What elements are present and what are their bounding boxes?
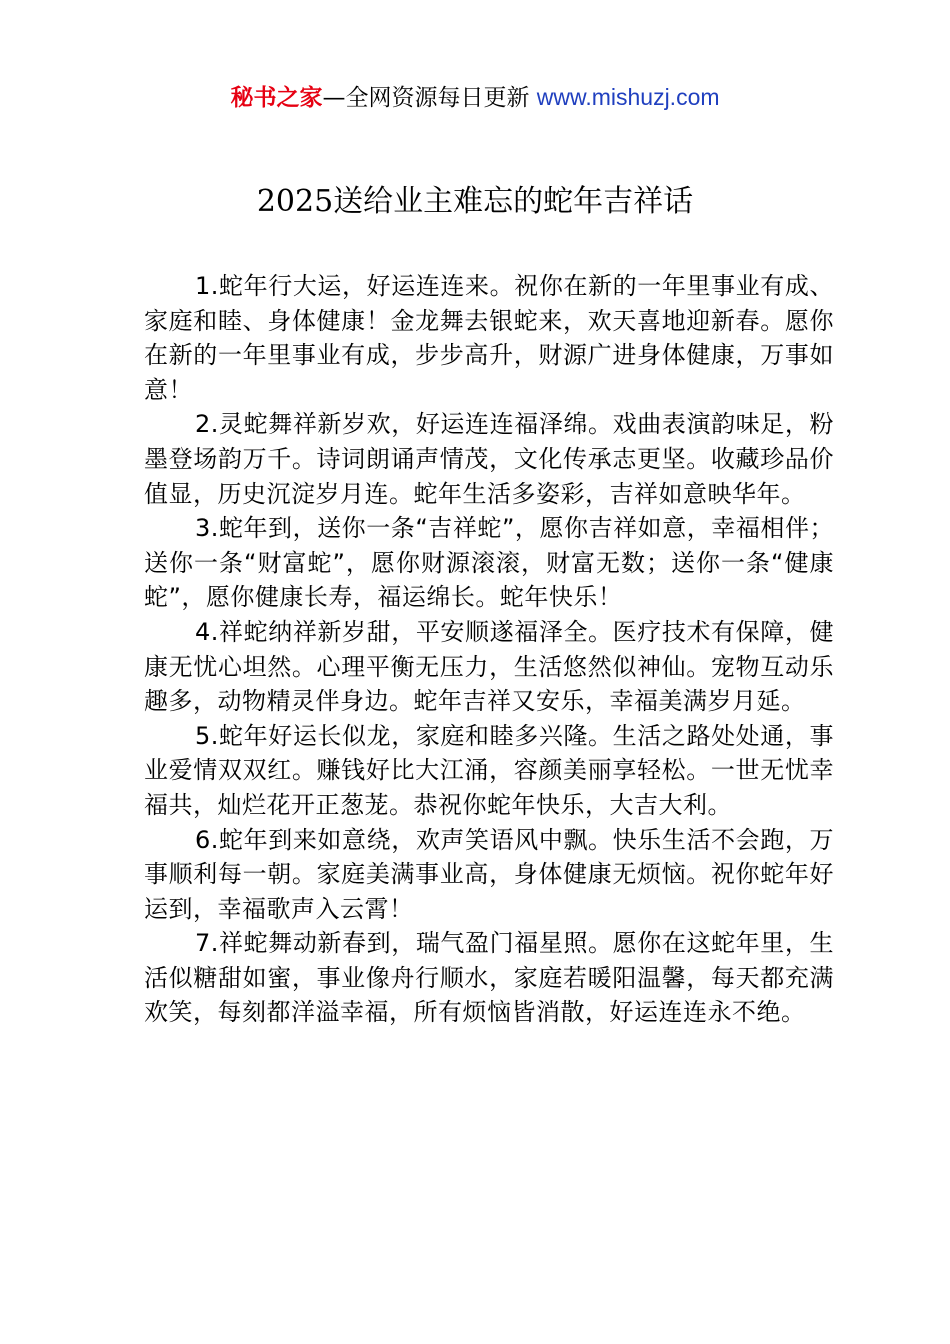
site-url-link[interactable]: www.mishuzj.com xyxy=(536,84,720,110)
paragraph: 3.蛇年到，送你一条“吉祥蛇”，愿你吉祥如意，幸福相伴；送你一条“财富蛇”，愿你财源滚滚，财富无数；送你一条“健康蛇”，愿你健康长寿，福运绵长。蛇年快乐！ xyxy=(144,514,834,612)
document-title: 2025送给业主难忘的蛇年吉祥话 xyxy=(256,184,694,219)
paragraph: 4.祥蛇纳祥新岁甜，平安顺遂福泽全。医疗技术有保障，健康无忧心坦然。心理平衡无压力，生活悠然似神仙。宠物互动乐趣多，动物精灵伴身边。蛇年吉祥又安乐，幸福美满岁月延。 xyxy=(144,617,834,716)
paragraph: 6.蛇年到来如意绕，欢声笑语风中飘。快乐生活不会跑，万事顺利每一朝。家庭美满事业高，身体健康无烦恼。祝你蛇年好运到，幸福歌声入云霄！ xyxy=(144,825,834,923)
paragraph: 5.蛇年好运长似龙，家庭和睦多兴隆。生活之路处处通，事业爱情双双红。赚钱好比大江涌，容颜美丽享轻松。一世无忧幸福共，灿烂花开正葱茏。恭祝你蛇年快乐，大吉大利。 xyxy=(144,721,834,819)
paragraph: 7.祥蛇舞动新春到，瑞气盈门福星照。愿你在这蛇年里，生活似糖甜如蜜，事业像舟行顺水，家庭若暖阳温馨，每天都充满欢笑，每刻都洋溢幸福，所有烦恼皆消散，好运连连永不绝。 xyxy=(144,929,834,1027)
paragraph: 1.蛇年行大运，好运连连来。祝你在新的一年里事业有成、家庭和睦、身体健康！金龙舞去银蛇来，欢天喜地迎新春。愿你在新的一年里事业有成，步步高升，财源广进身体健康，万事如意！ xyxy=(144,272,834,404)
header-tagline: —全网资源每日更新 xyxy=(322,85,530,111)
site-header xyxy=(0,82,950,113)
brand-name: 秘书之家 xyxy=(230,85,323,111)
paragraph: 2.灵蛇舞祥新岁欢，好运连连福泽绵。戏曲表演韵味足，粉墨登场韵万千。诗词朗诵声情茂，文化传承志更坚。收藏珍品价值显，历史沉淀岁月连。蛇年生活多姿彩，吉祥如意映华年。 xyxy=(144,410,834,508)
document-body xyxy=(144,269,834,1030)
